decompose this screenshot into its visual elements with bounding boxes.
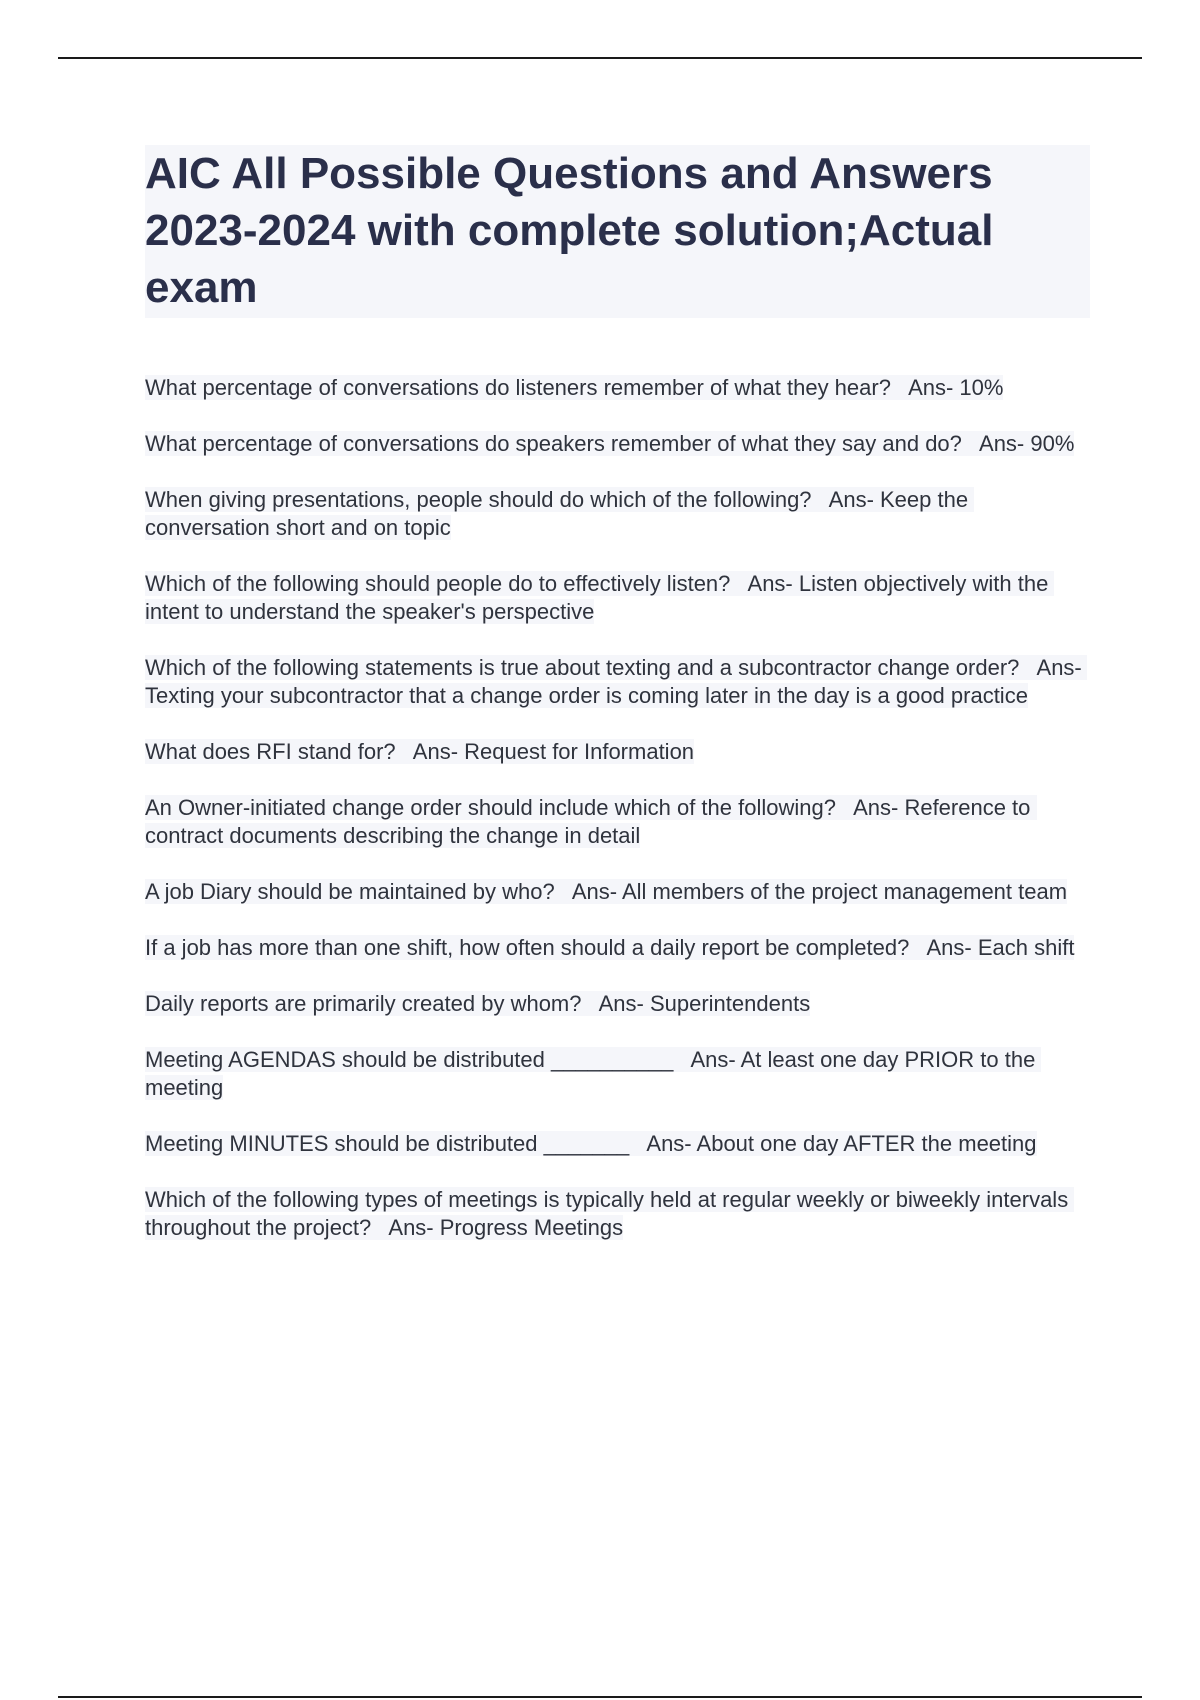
qa-item (145, 486, 1090, 542)
qa-item-text: What percentage of conversations do listeners remember of what they hear? Ans- 10% (145, 375, 1004, 400)
qa-item-text: Which of the following statements is true about texting and a subcontractor change order? Ans- Texting your subcontractor that a change order is coming later in the day is a good practice (145, 655, 1088, 708)
qa-item (145, 1046, 1090, 1102)
qa-list (145, 374, 1090, 1242)
document-body (145, 145, 1090, 1270)
qa-item (145, 738, 1090, 766)
qa-item (145, 934, 1090, 962)
qa-item (145, 570, 1090, 626)
qa-item-text: If a job has more than one shift, how often should a daily report be completed? Ans- Each shift (145, 935, 1075, 960)
qa-item-text: What does RFI stand for? Ans- Request for Information (145, 739, 695, 764)
qa-item-text: A job Diary should be maintained by who? Ans- All members of the project management team (145, 879, 1068, 904)
bottom-rule (58, 1696, 1142, 1698)
document-title: AIC All Possible Questions and Answers 2023-2024 with complete solution;Actual exam (145, 145, 1090, 318)
top-rule (58, 57, 1142, 59)
qa-item (145, 990, 1090, 1018)
qa-item-text: Meeting MINUTES should be distributed _______ Ans- About one day AFTER the meeting (145, 1131, 1037, 1156)
qa-item-text: Which of the following types of meetings is typically held at regular weekly or biweekly intervals throughout the project? Ans- Progress Meetings (145, 1187, 1075, 1240)
qa-item (145, 374, 1090, 402)
qa-item (145, 878, 1090, 906)
qa-item-text: Daily reports are primarily created by whom? Ans- Superintendents (145, 991, 811, 1016)
qa-item-text: An Owner-initiated change order should include which of the following? Ans- Reference to contract documents describing the change in detail (145, 795, 1037, 848)
qa-item (145, 1130, 1090, 1158)
qa-item-text: When giving presentations, people should do which of the following? Ans- Keep the conversation short and on topic (145, 487, 975, 540)
qa-item-text: Meeting AGENDAS should be distributed __________ Ans- At least one day PRIOR to the meeting (145, 1047, 1042, 1100)
qa-item (145, 430, 1090, 458)
qa-item-text: Which of the following should people do to effectively listen? Ans- Listen objectively with the intent to understand the speaker's perspective (145, 571, 1055, 624)
qa-item-text: What percentage of conversations do speakers remember of what they say and do? Ans- 90% (145, 431, 1075, 456)
qa-item (145, 1186, 1090, 1242)
qa-item (145, 654, 1090, 710)
qa-item (145, 794, 1090, 850)
